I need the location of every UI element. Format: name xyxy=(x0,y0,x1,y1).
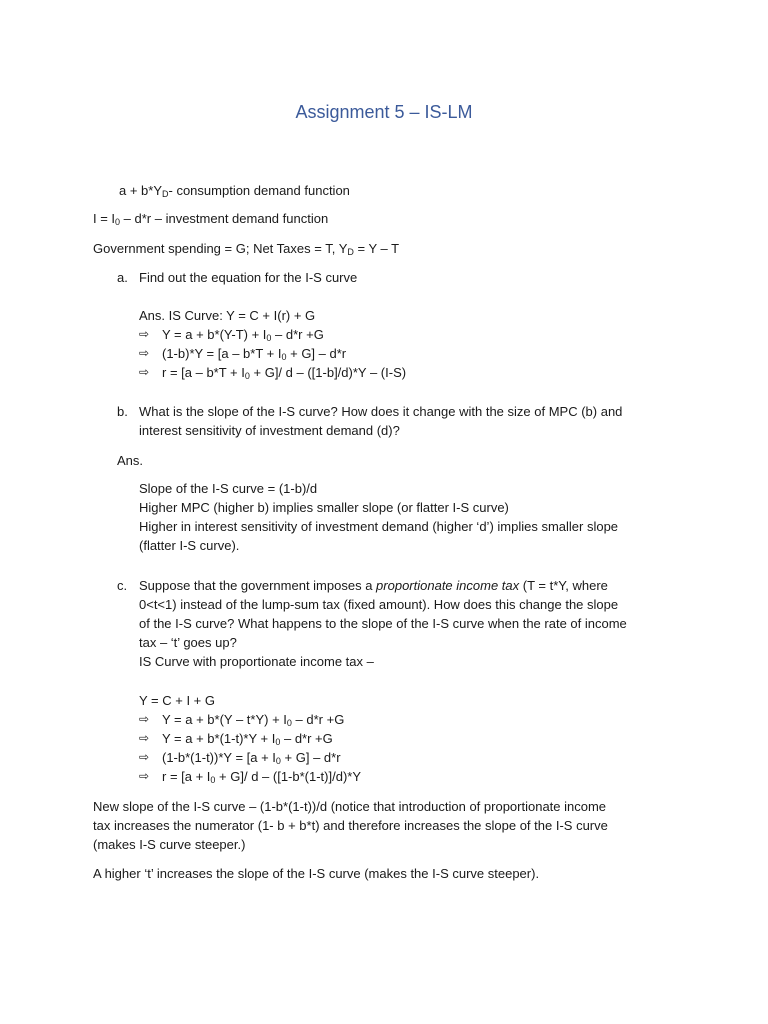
part-c-label: c. xyxy=(117,578,128,593)
part-c-question-line-3: of the I-S curve? What happens to the slope of the I-S curve when the rate of income xyxy=(139,616,627,631)
part-b-answer-line-1: Slope of the I-S curve = (1-b)/d xyxy=(139,481,318,496)
arrow-icon: ⇨ xyxy=(139,731,150,745)
part-b-question-line-2: interest sensitivity of investment demand (d)? xyxy=(139,423,400,438)
part-c-step-3: $(1-b*(1-t))*Y = [a + I_0 + G] - d*r$ xyxy=(162,750,341,766)
investment-function-line xyxy=(93,209,328,228)
part-c-question-line-5: IS Curve with proportionate income tax – xyxy=(139,654,374,669)
part-b-answer-line-4: (flatter I-S curve). xyxy=(139,538,240,553)
part-a-step-3: $r = [a - b*T + I_0 + G]/$ d – ([1-b]/d)*Y – (I-S) xyxy=(162,365,407,381)
arrow-icon: ⇨ xyxy=(139,712,150,726)
part-b-ans-label: Ans. xyxy=(117,453,144,468)
consumption-subscript: D xyxy=(162,189,169,199)
investment-desc: – d*r – investment demand function xyxy=(120,211,329,226)
part-c-equation-head: Y = C + I + G xyxy=(139,693,215,708)
part-b-label: b. xyxy=(117,404,128,419)
part-c-step-1: $Y = a + b*(Y - t*Y) + I_0 - d*r +G$ xyxy=(162,712,345,728)
part-a-step-1: $Y = a + b*(Y-T) + I_0 - d*r +G$ xyxy=(162,327,324,343)
part-c-step-4: $r = [a + I_0 + G]/$ d – ([1-b*(1-t)]/d)*Y xyxy=(162,769,362,785)
part-a-label: a. xyxy=(117,270,128,285)
consumption-desc: - consumption demand function xyxy=(168,183,350,198)
part-c-step-2: $Y = a + b*(1-t)*Y + I_0 - d*r +G$ xyxy=(162,731,333,747)
part-b-answer-line-2: Higher MPC (higher b) implies smaller slope (or flatter I-S curve) xyxy=(139,500,509,515)
arrow-icon: ⇨ xyxy=(139,750,150,764)
part-a-answer: Ans. IS Curve: Y = C + I(r) + G xyxy=(139,308,316,323)
proportionate-income-tax-emphasis: proportionate income tax xyxy=(376,578,520,593)
investment-text: I = I xyxy=(93,211,116,226)
part-a-question: Find out the equation for the I-S curve xyxy=(139,270,358,285)
document-title: Assignment 5 – IS-LM xyxy=(295,102,473,122)
government-text: Government spending = G; Net Taxes = T, Y xyxy=(93,241,348,256)
part-b-answer-line-3: Higher in interest sensitivity of investment demand (higher ‘d’) implies smaller slope xyxy=(139,519,619,534)
arrow-icon: ⇨ xyxy=(139,346,150,360)
arrow-icon: ⇨ xyxy=(139,365,150,379)
conclusion-line-2: tax increases the numerator (1- b + b*t) and therefore increases the slope of the I-S curve xyxy=(93,818,608,833)
part-c-question-line-1: Suppose that the government imposes a proportionate income tax (T = t*Y, where xyxy=(139,578,608,593)
conclusion-line-3: (makes I-S curve steeper.) xyxy=(93,837,246,852)
government-line xyxy=(93,239,399,258)
government-desc: = Y – T xyxy=(353,241,400,256)
arrow-icon: ⇨ xyxy=(139,327,150,341)
final-statement: A higher ‘t’ increases the slope of the I-S curve (makes the I-S curve steeper). xyxy=(93,866,540,881)
part-c-question-line-2: 0<t<1) instead of the lump-sum tax (fixed amount). How does this change the slope xyxy=(139,597,619,612)
part-c-question-line-4: tax – ‘t’ goes up? xyxy=(139,635,237,650)
consumption-function-line xyxy=(119,181,350,200)
investment-subscript: 0 xyxy=(115,217,121,227)
arrow-icon: ⇨ xyxy=(139,769,150,783)
conclusion-line-1: New slope of the I-S curve – (1-b*(1-t))/d (notice that introduction of proportionate income xyxy=(93,799,607,814)
consumption-text: a + b*Y xyxy=(119,183,163,198)
part-a-step-2: $(1-b)*Y = [a - b*T + I_0 + G] - d*r$ xyxy=(162,346,347,362)
government-subscript: D xyxy=(347,247,354,257)
part-b-question-line-1: What is the slope of the I-S curve? How does it change with the size of MPC (b) and xyxy=(139,404,623,419)
